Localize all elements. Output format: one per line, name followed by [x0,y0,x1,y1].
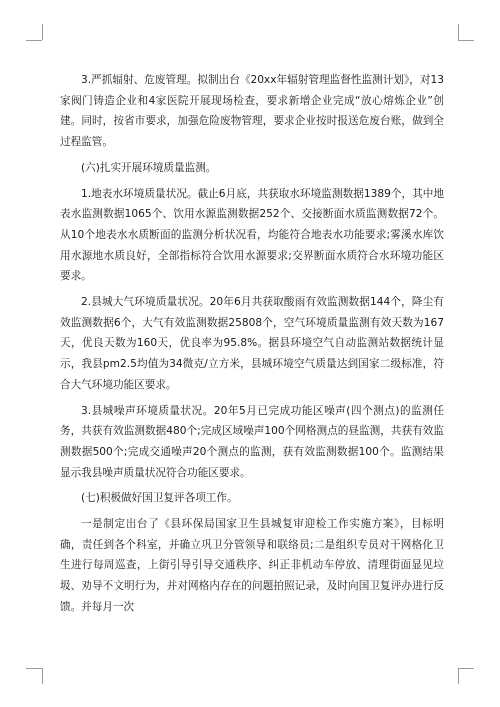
paragraph-noise-quality: 3.县城噪声环境质量状况。20年5月已完成功能区噪声(四个测点)的监测任务，共获有效监测数据480个;完成区域噪声100个网格测点的昼监测，共获有效监测数据500个;完成交通噪声20个测点的监测，获有效监测数据100个。监测结果显示我县噪声质量状况符合功能区要求。 [60,404,444,479]
crop-mark-top-right-h [458,40,474,41]
crop-mark-top-right-v [458,24,459,40]
paragraph-surface-water-quality: 1.地表水环境质量状况。截止6月底，共获取水环境监测数据1389个，其中地表水监测数据1065个、饮用水源监测数据252个、交接断面水质监测数据72个。从10个地表水水质断面的监测分析状况看，均能符合地表水功能要求;雾溪水库饮用水源地水质良好，全部指标符合饮用水源要求;交界断面水质符合水环境功能区要求。 [60,187,444,283]
crop-mark-top-left-v [42,24,43,40]
section-heading-environment-monitoring: (六)扎实开展环境质量监测。 [81,161,217,174]
crop-mark-bottom-right-h [458,668,474,669]
section-heading-health-review: (七)积极做好国卫复评各项工作。 [81,492,238,505]
crop-mark-top-left-h [26,40,42,41]
crop-mark-bottom-left-h [26,668,42,669]
crop-mark-bottom-right-v [458,668,459,684]
document-body [60,70,444,623]
crop-mark-bottom-left-v [42,668,43,684]
paragraph-radiation-hazardous-waste: 3.严抓辐射、危废管理。拟制出台《20xx年辐射管理监督性监测计划》，对13家阀门铸造企业和4家医院开展现场检查，要求新增企业完成“放心熔炼企业”创建。同时，按省市要求，加强危险废物管理，要求企业按时报送危废台账，做到全过程监管。 [60,74,444,149]
paragraph-health-review-measures: 一是制定出台了《县环保局国家卫生县城复审迎检工作实施方案》，目标明确，责任到各个科室，并确立巩卫分管领导和联络员;二是组织专员对干网格化卫生进行每周巡查，上街引导引导交通秩序、纠正非机动车停放、清理街面显见垃圾、劝导不文明行为，并对网格内存在的问题拍照记录，及时向国卫复评办进行反馈。并每月一次 [60,518,444,613]
paragraph-air-quality: 2.县城大气环境质量状况。20年6月共获取酸雨有效监测数据144个，降尘有效监测数据6个，大气有效监测数据25808个，空气环境质量监测有效天数为167天，优良天数为160天，优良率为95.8%。据县环境空气自动监测站数据统计显示，我县pm2.5均值为34微克/立方米，县城环境空气质量达到国家二级标准，符合大气环境功能区要求。 [60,296,444,391]
